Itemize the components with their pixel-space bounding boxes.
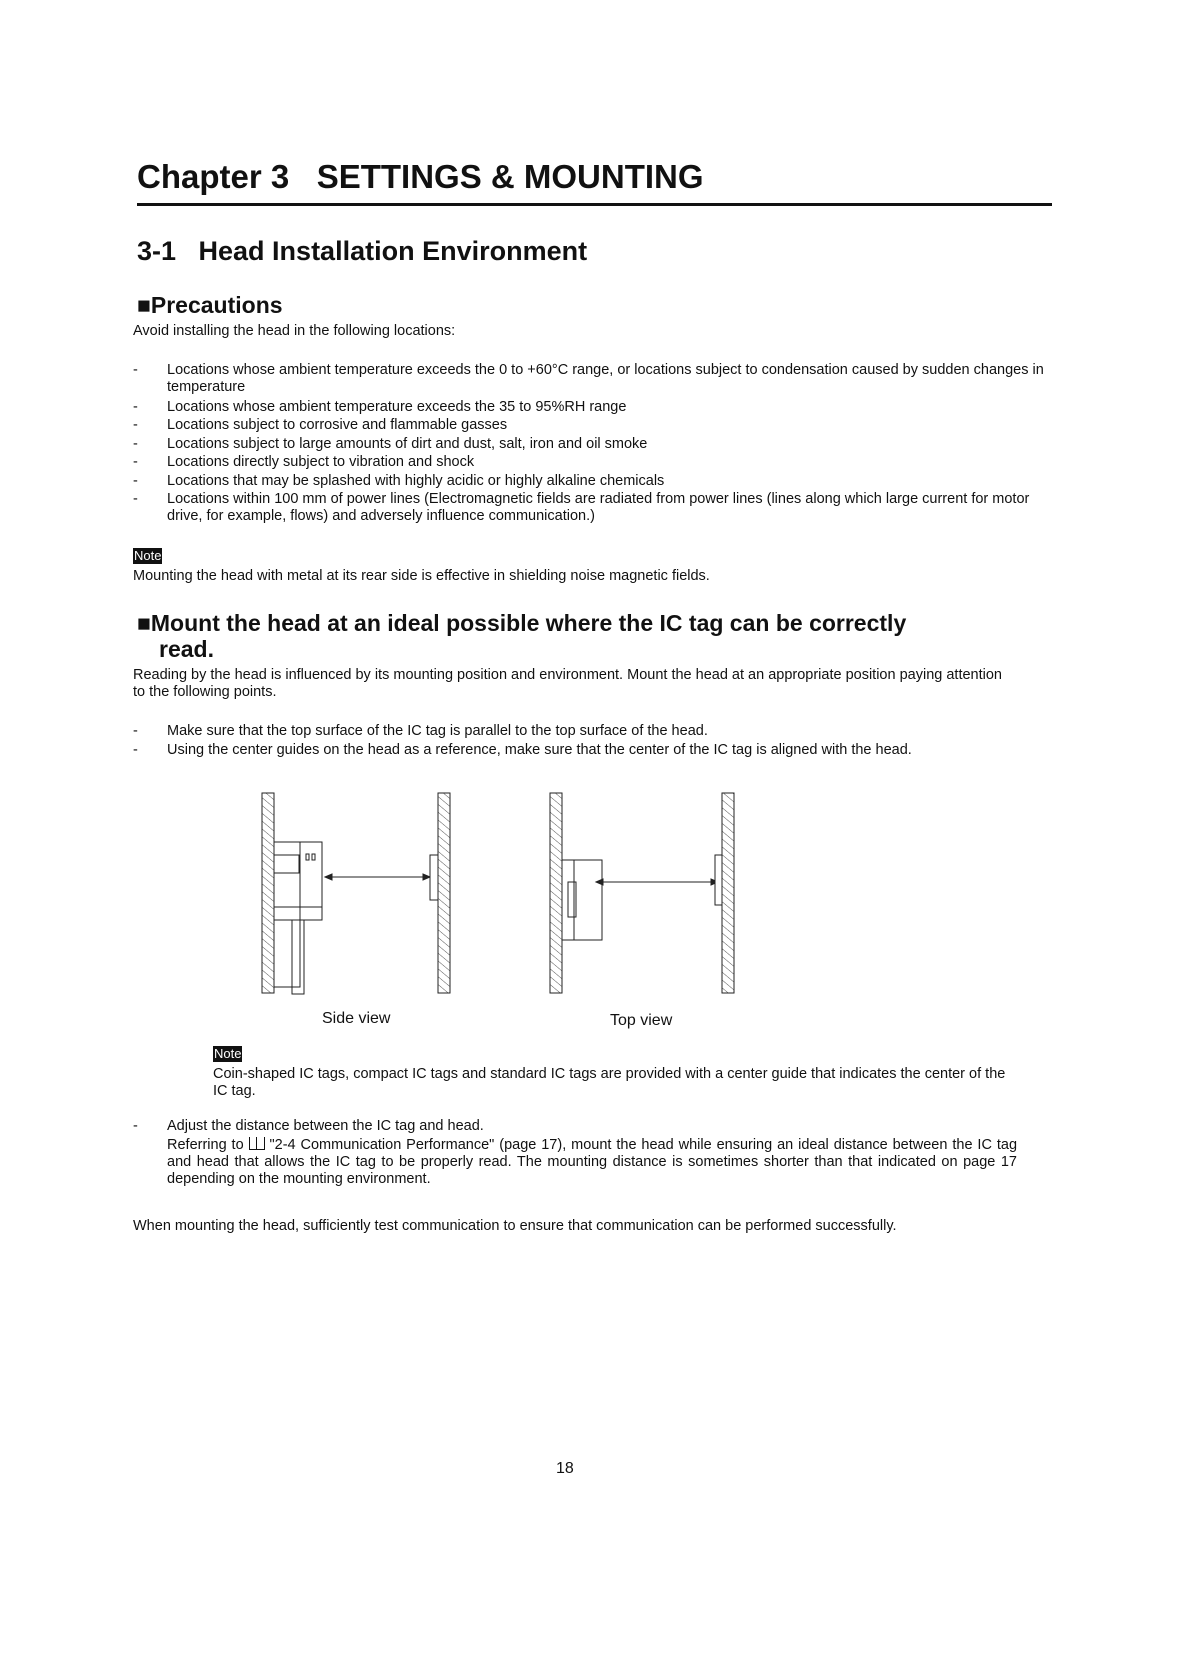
chapter-title: Chapter 3 SETTINGS & MOUNTING bbox=[137, 158, 704, 195]
list-item-text: Locations within 100 mm of power lines (Electromagnetic fields are radiated from power lines (lines along which large current for motor drive, for example, flows) and adversely influence communication.) bbox=[167, 491, 1030, 524]
side-view-ic-tag bbox=[430, 855, 438, 900]
list-item: - Locations within 100 mm of power lines (Electromagnetic fields are radiated from power lines (lines along which large current for motor drive, for example, flows) and adversely influence communication.) bbox=[133, 491, 1030, 524]
list-item-text: Locations subject to corrosive and flammable gasses bbox=[167, 417, 508, 433]
list-item-text: Locations whose ambient temperature exceeds the 35 to 95%RH range bbox=[167, 399, 627, 415]
list-item: - Locations whose ambient temperature exceeds the 35 to 95%RH range bbox=[133, 399, 627, 415]
reference-text: "2-4 Communication Performance" (page 17), mount the head while ensuring an ideal distance between the IC tag and head that allows the IC tag to be properly read. The mounting distance is sometimes shorter than that indicated on page 17 depending on the mounting environment. bbox=[167, 1137, 1018, 1187]
list-item: - Adjust the distance between the IC tag and head. bbox=[133, 1118, 484, 1134]
closing-text: When mounting the head, sufficiently test communication to ensure that communication can be performed successfully. bbox=[133, 1218, 897, 1234]
top-view-wall-left bbox=[550, 793, 562, 993]
page-number: 18 bbox=[556, 1460, 574, 1477]
book-icon bbox=[249, 1137, 265, 1150]
list-item-text: Locations subject to large amounts of dirt and dust, salt, iron and oil smoke bbox=[167, 436, 648, 452]
distance-reference bbox=[167, 1137, 1017, 1188]
list-item-text: Adjust the distance between the IC tag and head. bbox=[167, 1118, 484, 1134]
list-item-text: Locations whose ambient temperature exceeds the 0 to +60°C range, or locations subject to condensation caused by sudden changes in temperature bbox=[167, 362, 1044, 395]
side-view-wall-right bbox=[438, 793, 450, 993]
top-view-ic-tag bbox=[715, 855, 722, 905]
mounting-diagram bbox=[250, 780, 770, 1010]
section-title: 3-1 Head Installation Environment bbox=[137, 236, 588, 266]
mount-heading bbox=[137, 610, 906, 662]
list-item-text: Locations directly subject to vibration and shock bbox=[167, 454, 475, 470]
mount-heading-line1: ■Mount the head at an ideal possible where the IC tag can be correctly bbox=[137, 610, 907, 636]
side-view-arrow bbox=[325, 874, 430, 880]
top-view-head bbox=[562, 860, 602, 940]
note-text: Coin-shaped IC tags, compact IC tags and standard IC tags are provided with a center guide that indicates the center of the IC tag. bbox=[213, 1066, 1006, 1099]
side-view-head bbox=[274, 842, 322, 994]
side-view-wall-left bbox=[262, 793, 274, 993]
note-label: Note bbox=[134, 548, 162, 563]
list-item-text: Make sure that the top surface of the IC tag is parallel to the top surface of the head. bbox=[167, 723, 708, 739]
chapter-underline bbox=[137, 203, 1052, 206]
list-item: - Locations whose ambient temperature exceeds the 0 to +60°C range, or locations subject to condensation caused by sudden changes in temperature bbox=[133, 362, 1044, 395]
note-label: Note bbox=[214, 1046, 242, 1061]
list-item: - Locations that may be splashed with highly acidic or highly alkaline chemicals bbox=[133, 473, 665, 489]
mount-heading-line2: read. bbox=[159, 636, 214, 662]
list-item: - Using the center guides on the head as a reference, make sure that the center of the IC tag is aligned with the head. bbox=[133, 742, 912, 758]
precautions-heading: ■Precautions bbox=[137, 292, 283, 318]
precautions-intro: Avoid installing the head in the following locations: bbox=[133, 323, 456, 339]
side-view-label: Side view bbox=[322, 1010, 391, 1027]
list-item: - Locations directly subject to vibration and shock bbox=[133, 454, 475, 470]
top-view-arrow bbox=[596, 879, 718, 885]
list-item: - Make sure that the top surface of the IC tag is parallel to the top surface of the head. bbox=[133, 723, 708, 739]
top-view-label: Top view bbox=[610, 1012, 673, 1029]
note-badge bbox=[213, 1045, 242, 1063]
list-item: - Locations subject to large amounts of dirt and dust, salt, iron and oil smoke bbox=[133, 436, 648, 452]
list-item-text: Locations that may be splashed with highly acidic or highly alkaline chemicals bbox=[167, 473, 665, 489]
mount-intro: Reading by the head is influenced by its mounting position and environment. Mount the head at an appropriate position paying attention to the following points. bbox=[133, 667, 1002, 700]
note-text: Mounting the head with metal at its rear side is effective in shielding noise magnetic fields. bbox=[133, 568, 710, 584]
top-view-wall-right bbox=[722, 793, 734, 993]
note-badge bbox=[133, 547, 162, 565]
list-item: - Locations subject to corrosive and flammable gasses bbox=[133, 417, 508, 433]
list-item-text: Using the center guides on the head as a reference, make sure that the center of the IC tag is aligned with the head. bbox=[167, 742, 912, 758]
reference-prefix: Referring to bbox=[167, 1137, 244, 1153]
